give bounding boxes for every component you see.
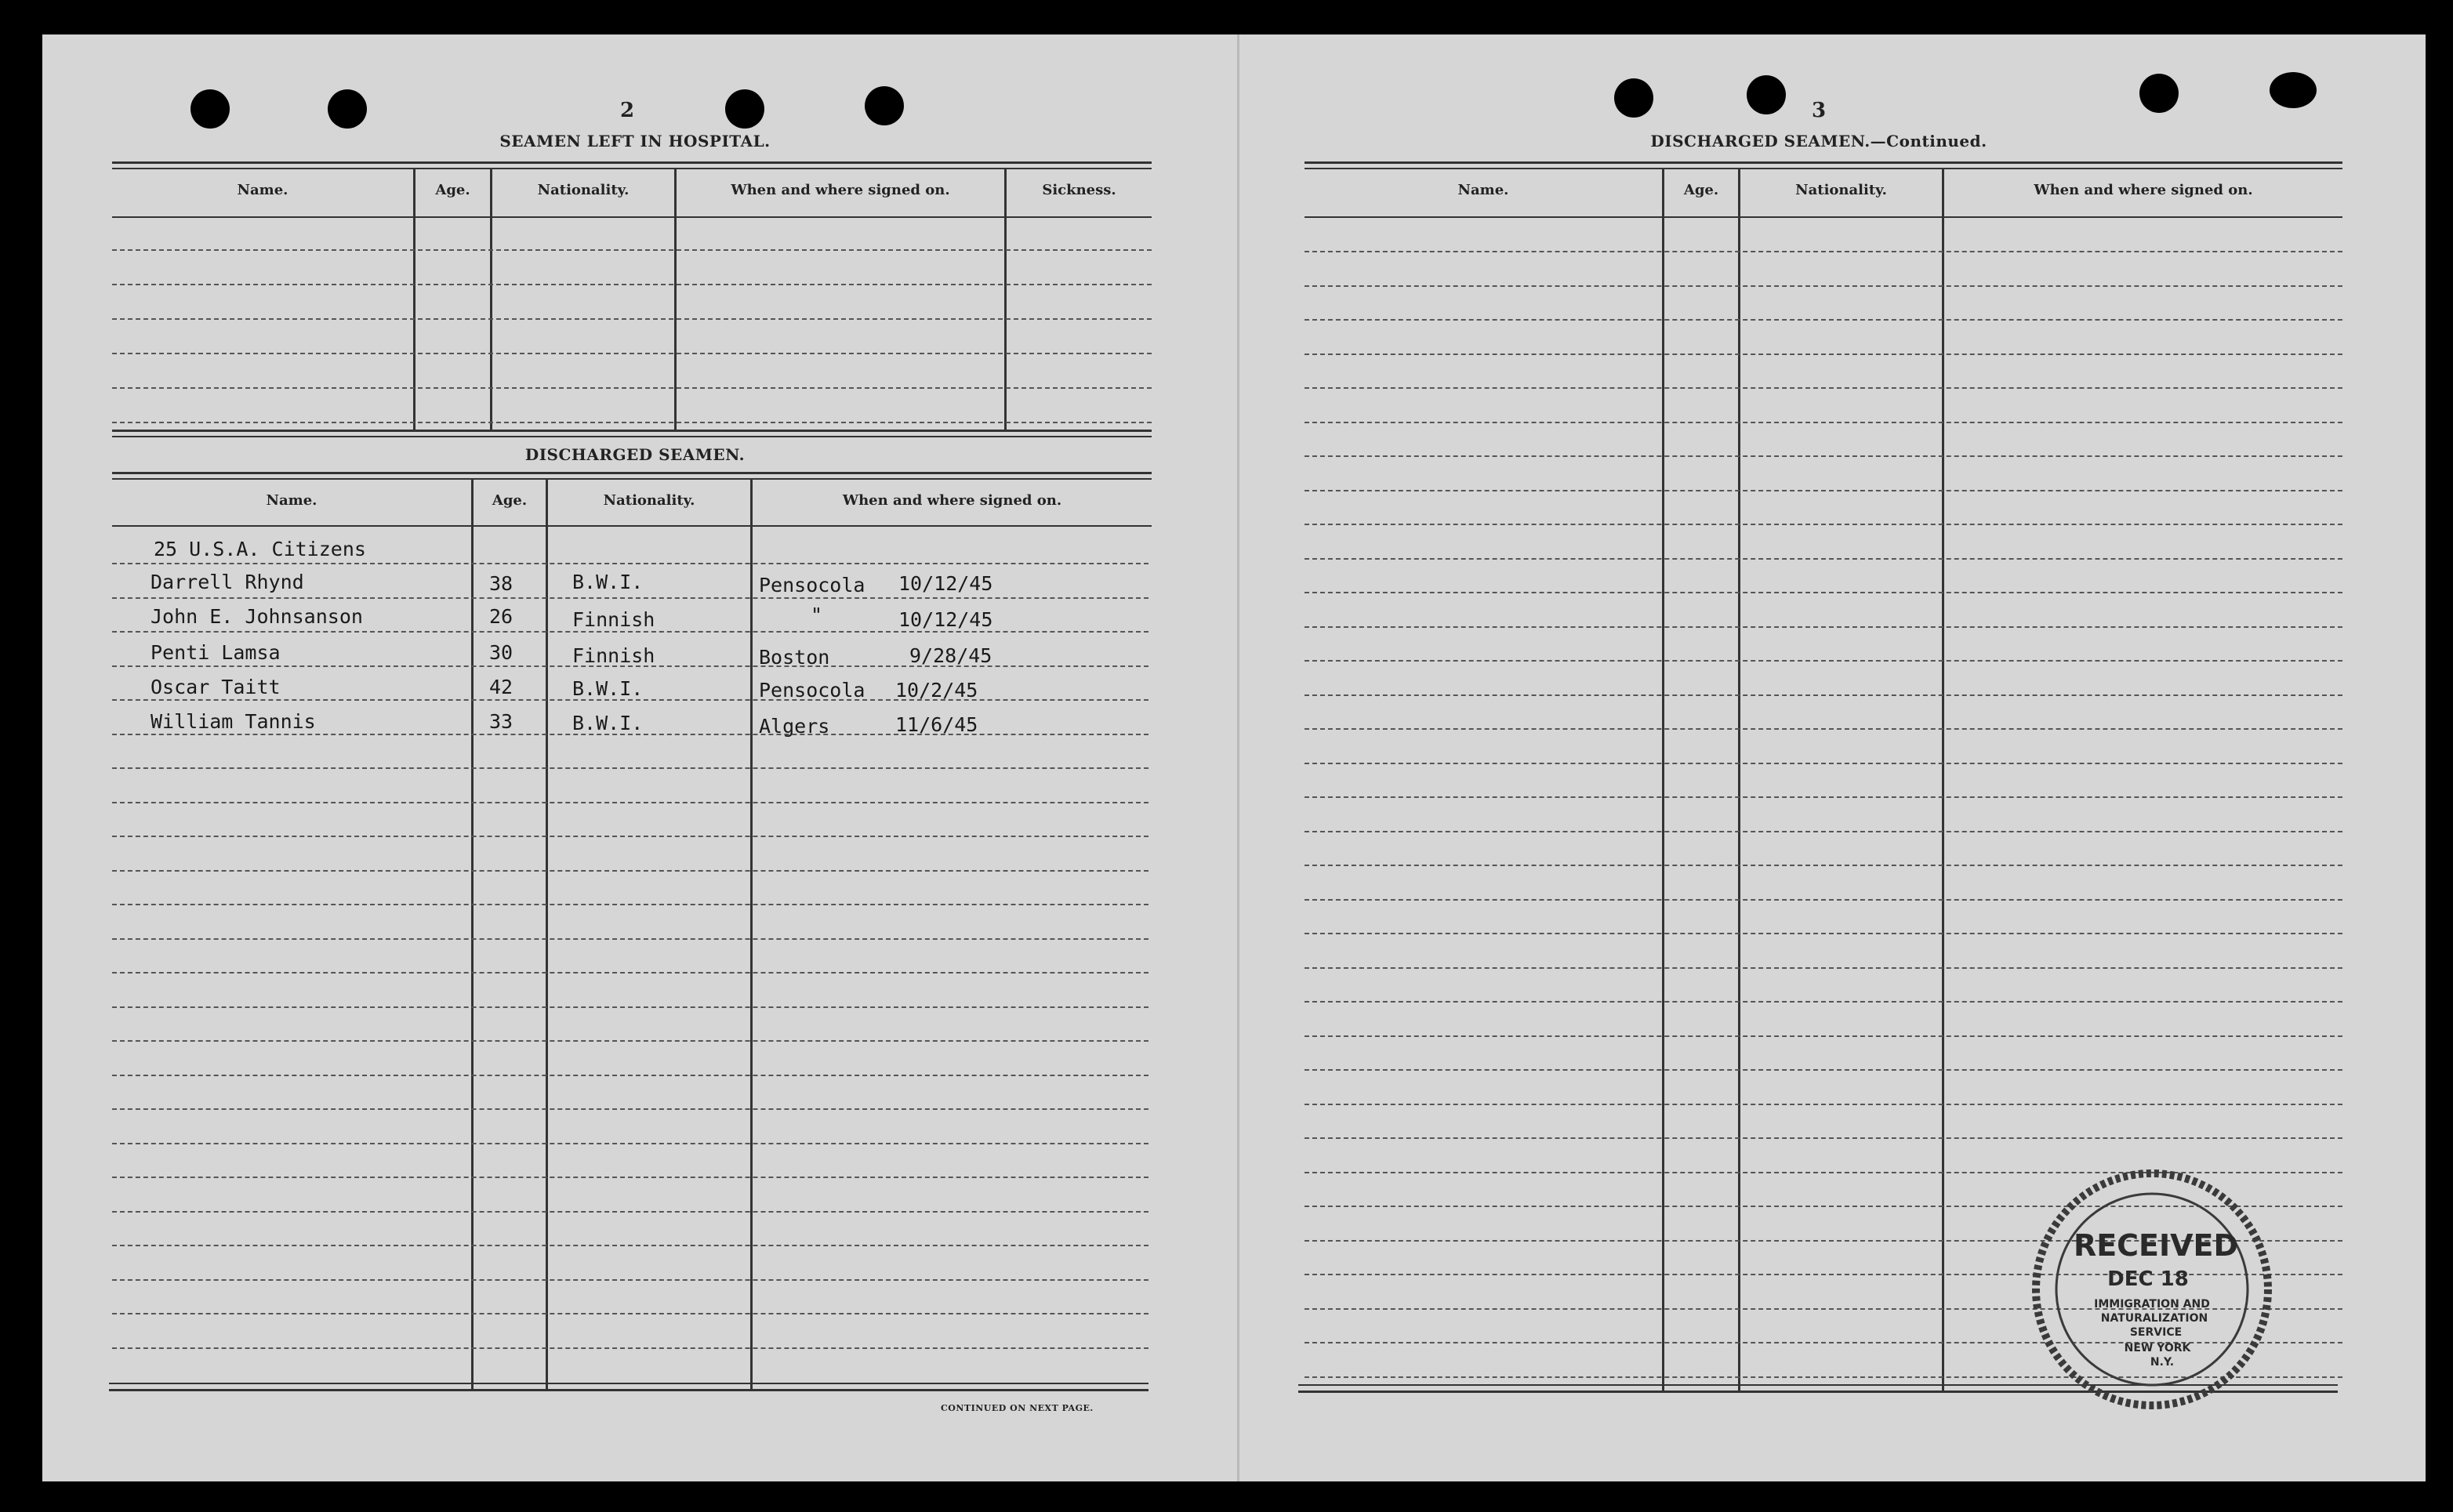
seaman-name: William Tannis [151, 710, 316, 733]
stamp-city-text: NEW YORK [2124, 1342, 2191, 1354]
ruled-line [1305, 796, 2342, 798]
ruled-line [112, 1006, 1148, 1008]
seaman-age: 26 [489, 605, 513, 628]
seaman-nationality: B.W.I. [572, 571, 644, 593]
ruled-line [112, 904, 1148, 905]
ruled-line [1305, 1035, 2342, 1037]
ruled-line [112, 1313, 1148, 1314]
ruled-line [112, 1279, 1148, 1281]
ruled-line [1305, 967, 2342, 969]
seaman-age: 38 [489, 572, 513, 595]
ruled-line [1305, 524, 2342, 525]
page-fold [1237, 34, 1239, 1481]
citizens-note: 25 U.S.A. Citizens [154, 538, 366, 560]
discharged-section-title: DISCHARGED SEAMEN. [524, 445, 746, 464]
seaman-nationality: B.W.I. [572, 677, 644, 700]
ruled-line [112, 353, 1152, 354]
page-number-right: 3 [1811, 99, 1827, 122]
seaman-age: 33 [489, 710, 513, 733]
ruled-line [112, 1245, 1148, 1246]
signed-on-place: Algers [759, 715, 830, 738]
signed-on-place: Pensocola [759, 679, 865, 702]
ruled-line [112, 938, 1148, 940]
ruled-line [112, 836, 1148, 837]
ruled-line [112, 1075, 1148, 1076]
stamp-date-text: DEC 18 [2107, 1267, 2189, 1291]
seaman-nationality: Finnish [572, 608, 655, 631]
ruled-line [1305, 387, 2342, 389]
ruled-line [112, 1347, 1148, 1349]
signed-on-place: Pensocola [759, 574, 865, 596]
punch-hole [1614, 78, 1653, 118]
right-header-age: Age. [1683, 182, 1719, 198]
ruled-line [1305, 285, 2342, 287]
hospital-section-title: SEAMEN LEFT IN HOSPITAL. [499, 132, 771, 150]
ruled-line [1305, 626, 2342, 628]
right-section-title: DISCHARGED SEAMEN.—Continued. [1650, 132, 1987, 150]
ruled-line [112, 422, 1152, 423]
discharged-header-nationality: Nationality. [603, 492, 695, 509]
ruled-line [1305, 1104, 2342, 1105]
ruled-line [112, 1177, 1148, 1178]
ruled-line [112, 631, 1148, 633]
ruled-line [112, 1040, 1148, 1042]
page-number-left: 2 [619, 99, 635, 122]
ruled-line [112, 1211, 1148, 1213]
ruled-line [1305, 660, 2342, 662]
ruled-line [1305, 933, 2342, 934]
punch-hole [2270, 72, 2317, 108]
ruled-line [112, 563, 1148, 564]
right-header-nationality: Nationality. [1795, 182, 1887, 198]
discharged-header-name: Name. [266, 492, 318, 509]
seaman-nationality: Finnish [572, 644, 655, 667]
ruled-line [112, 318, 1152, 320]
ruled-line [1305, 1001, 2342, 1003]
hospital-header-signed-on: When and where signed on. [731, 182, 950, 198]
ruled-line [112, 972, 1148, 974]
ruled-line [112, 1143, 1148, 1144]
discharged-header-signed-on: When and where signed on. [842, 492, 1062, 509]
seaman-name: John E. Johnsanson [151, 605, 363, 628]
ruled-line [1305, 558, 2342, 560]
ruled-line [112, 767, 1148, 769]
seaman-name: Oscar Taitt [151, 676, 281, 698]
ruled-line [1305, 694, 2342, 696]
stamp-state-text: N.Y. [2150, 1356, 2175, 1369]
signed-on-place: " [811, 604, 823, 626]
punch-hole [725, 89, 764, 129]
continued-footer: CONTINUED ON NEXT PAGE. [941, 1403, 1094, 1413]
discharged-header-age: Age. [492, 492, 528, 509]
seaman-age: 30 [489, 641, 513, 664]
ruled-line [1305, 1069, 2342, 1071]
hospital-header-age: Age. [435, 182, 470, 198]
ruled-line [112, 802, 1148, 803]
ruled-line [1305, 865, 2342, 866]
hospital-header-sickness: Sickness. [1042, 182, 1116, 198]
right-header-signed-on: When and where signed on. [2034, 182, 2253, 198]
stamp-received-text: RECEIVED [2073, 1228, 2239, 1263]
ruled-line [1305, 728, 2342, 730]
ruled-line [112, 284, 1152, 285]
ruled-line [112, 387, 1152, 389]
ruled-line [1305, 1137, 2342, 1139]
ruled-line [1305, 251, 2342, 252]
punch-hole [2139, 74, 2179, 113]
signed-on-date: 11/6/45 [895, 713, 978, 736]
punch-hole [1747, 75, 1786, 114]
signed-on-date: 10/12/45 [898, 572, 993, 595]
right-header-name: Name. [1457, 182, 1509, 198]
punch-hole [865, 86, 904, 125]
seaman-name: Penti Lamsa [151, 641, 281, 664]
signed-on-place: Boston [759, 646, 830, 669]
ruled-line [1305, 354, 2342, 355]
ruled-line [1305, 831, 2342, 832]
signed-on-date: 10/2/45 [895, 679, 978, 702]
received-stamp [2030, 1168, 2273, 1411]
ruled-line [112, 597, 1148, 599]
seaman-age: 42 [489, 676, 513, 698]
ruled-line [112, 249, 1152, 251]
ruled-line [1305, 319, 2342, 321]
stamp-agency-text-3: SERVICE [2129, 1326, 2183, 1339]
hospital-header-name: Name. [237, 182, 288, 198]
ruled-line [1305, 455, 2342, 457]
ruled-line [112, 870, 1148, 872]
ruled-line [112, 1108, 1148, 1110]
signed-on-date: 9/28/45 [909, 644, 992, 667]
ruled-line [1305, 490, 2342, 491]
ruled-line [1305, 592, 2342, 593]
hospital-header-nationality: Nationality. [537, 182, 630, 198]
stamp-agency-text: IMMIGRATION AND [2094, 1298, 2210, 1311]
punch-hole [191, 89, 230, 129]
seaman-name: Darrell Rhynd [151, 571, 304, 593]
signed-on-date: 10/12/45 [898, 608, 993, 631]
ruled-line [1305, 899, 2342, 901]
seaman-nationality: B.W.I. [572, 712, 644, 734]
stamp-agency-text-2: NATURALIZATION [2100, 1312, 2208, 1325]
punch-hole [328, 89, 367, 129]
ruled-line [1305, 422, 2342, 423]
ruled-line [1305, 763, 2342, 764]
